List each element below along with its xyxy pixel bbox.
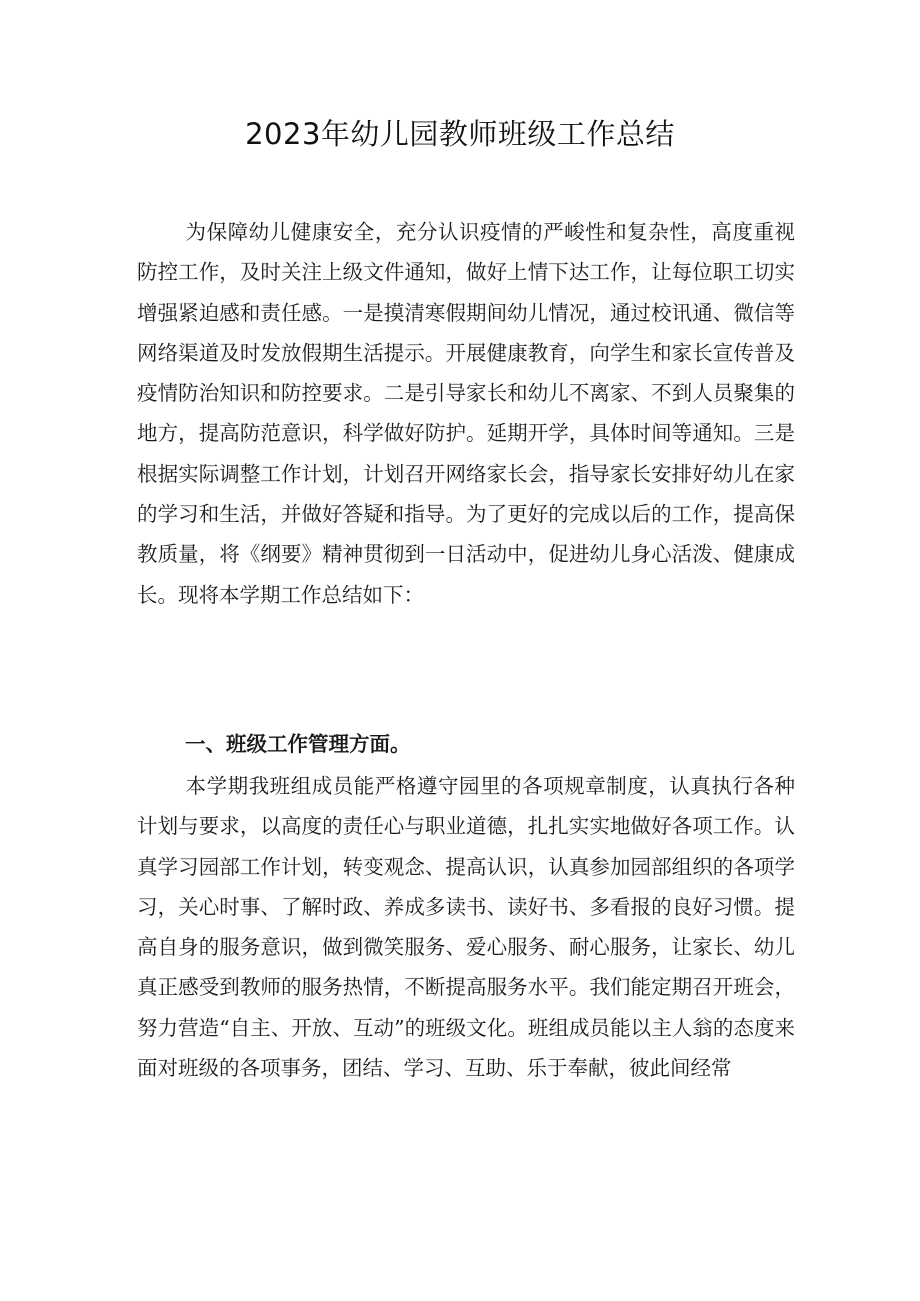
section-paragraph-text: 本学期我班组成员能严格遵守园里的各项规章制度，认真执行各种计划与要求，以高度的责任心与职业道德，扎扎实实地做好各项工作。认真学习园部工作计划，转变观念、提高认识，认真参加园部组织的各项学习，关心时事、了解时政、养成多读书、读好书、多看报的良好习惯。提高自身的服务意识，做到微笑服务、爱心服务、耐心服务，让家长、幼儿真正感受到教师的服务热情，不断提高服务水平。我们能定期召开班会，努力营造“自主、开放、互动”的班级文化。班组成员能以主人翁的态度来面对班级的各项事务，团结、学习、互助、乐于奉献，彼此间经常 — [137, 774, 795, 1081]
section-heading: 一、班级工作管理方面。 — [185, 732, 411, 756]
intro-paragraph — [137, 212, 795, 615]
section-paragraph — [137, 766, 795, 1088]
intro-paragraph-text: 为保障幼儿健康安全，充分认识疫情的严峻性和复杂性，高度重视防控工作，及时关注上级文件通知，做好上情下达工作，让每位职工切实增强紧迫感和责任感。一是摸清寒假期间幼儿情况，通过校讯通、微信等网络渠道及时发放假期生活提示。开展健康教育，向学生和家长宣传普及疫情防治知识和防控要求。二是引导家长和幼儿不离家、不到人员聚集的地方，提高防范意识，科学做好防护。延期开学，具体时间等通知。三是根据实际调整工作计划，计划召开网络家长会，指导家长安排好幼儿在家的学习和生活，并做好答疑和指导。为了更好的完成以后的工作，提高保教质量，将《纲要》精神贯彻到一日活动中，促进幼儿身心活泼、健康成长。现将本学期工作总结如下： — [137, 220, 795, 607]
document-title: 2023年幼儿园教师班级工作总结 — [245, 117, 675, 151]
